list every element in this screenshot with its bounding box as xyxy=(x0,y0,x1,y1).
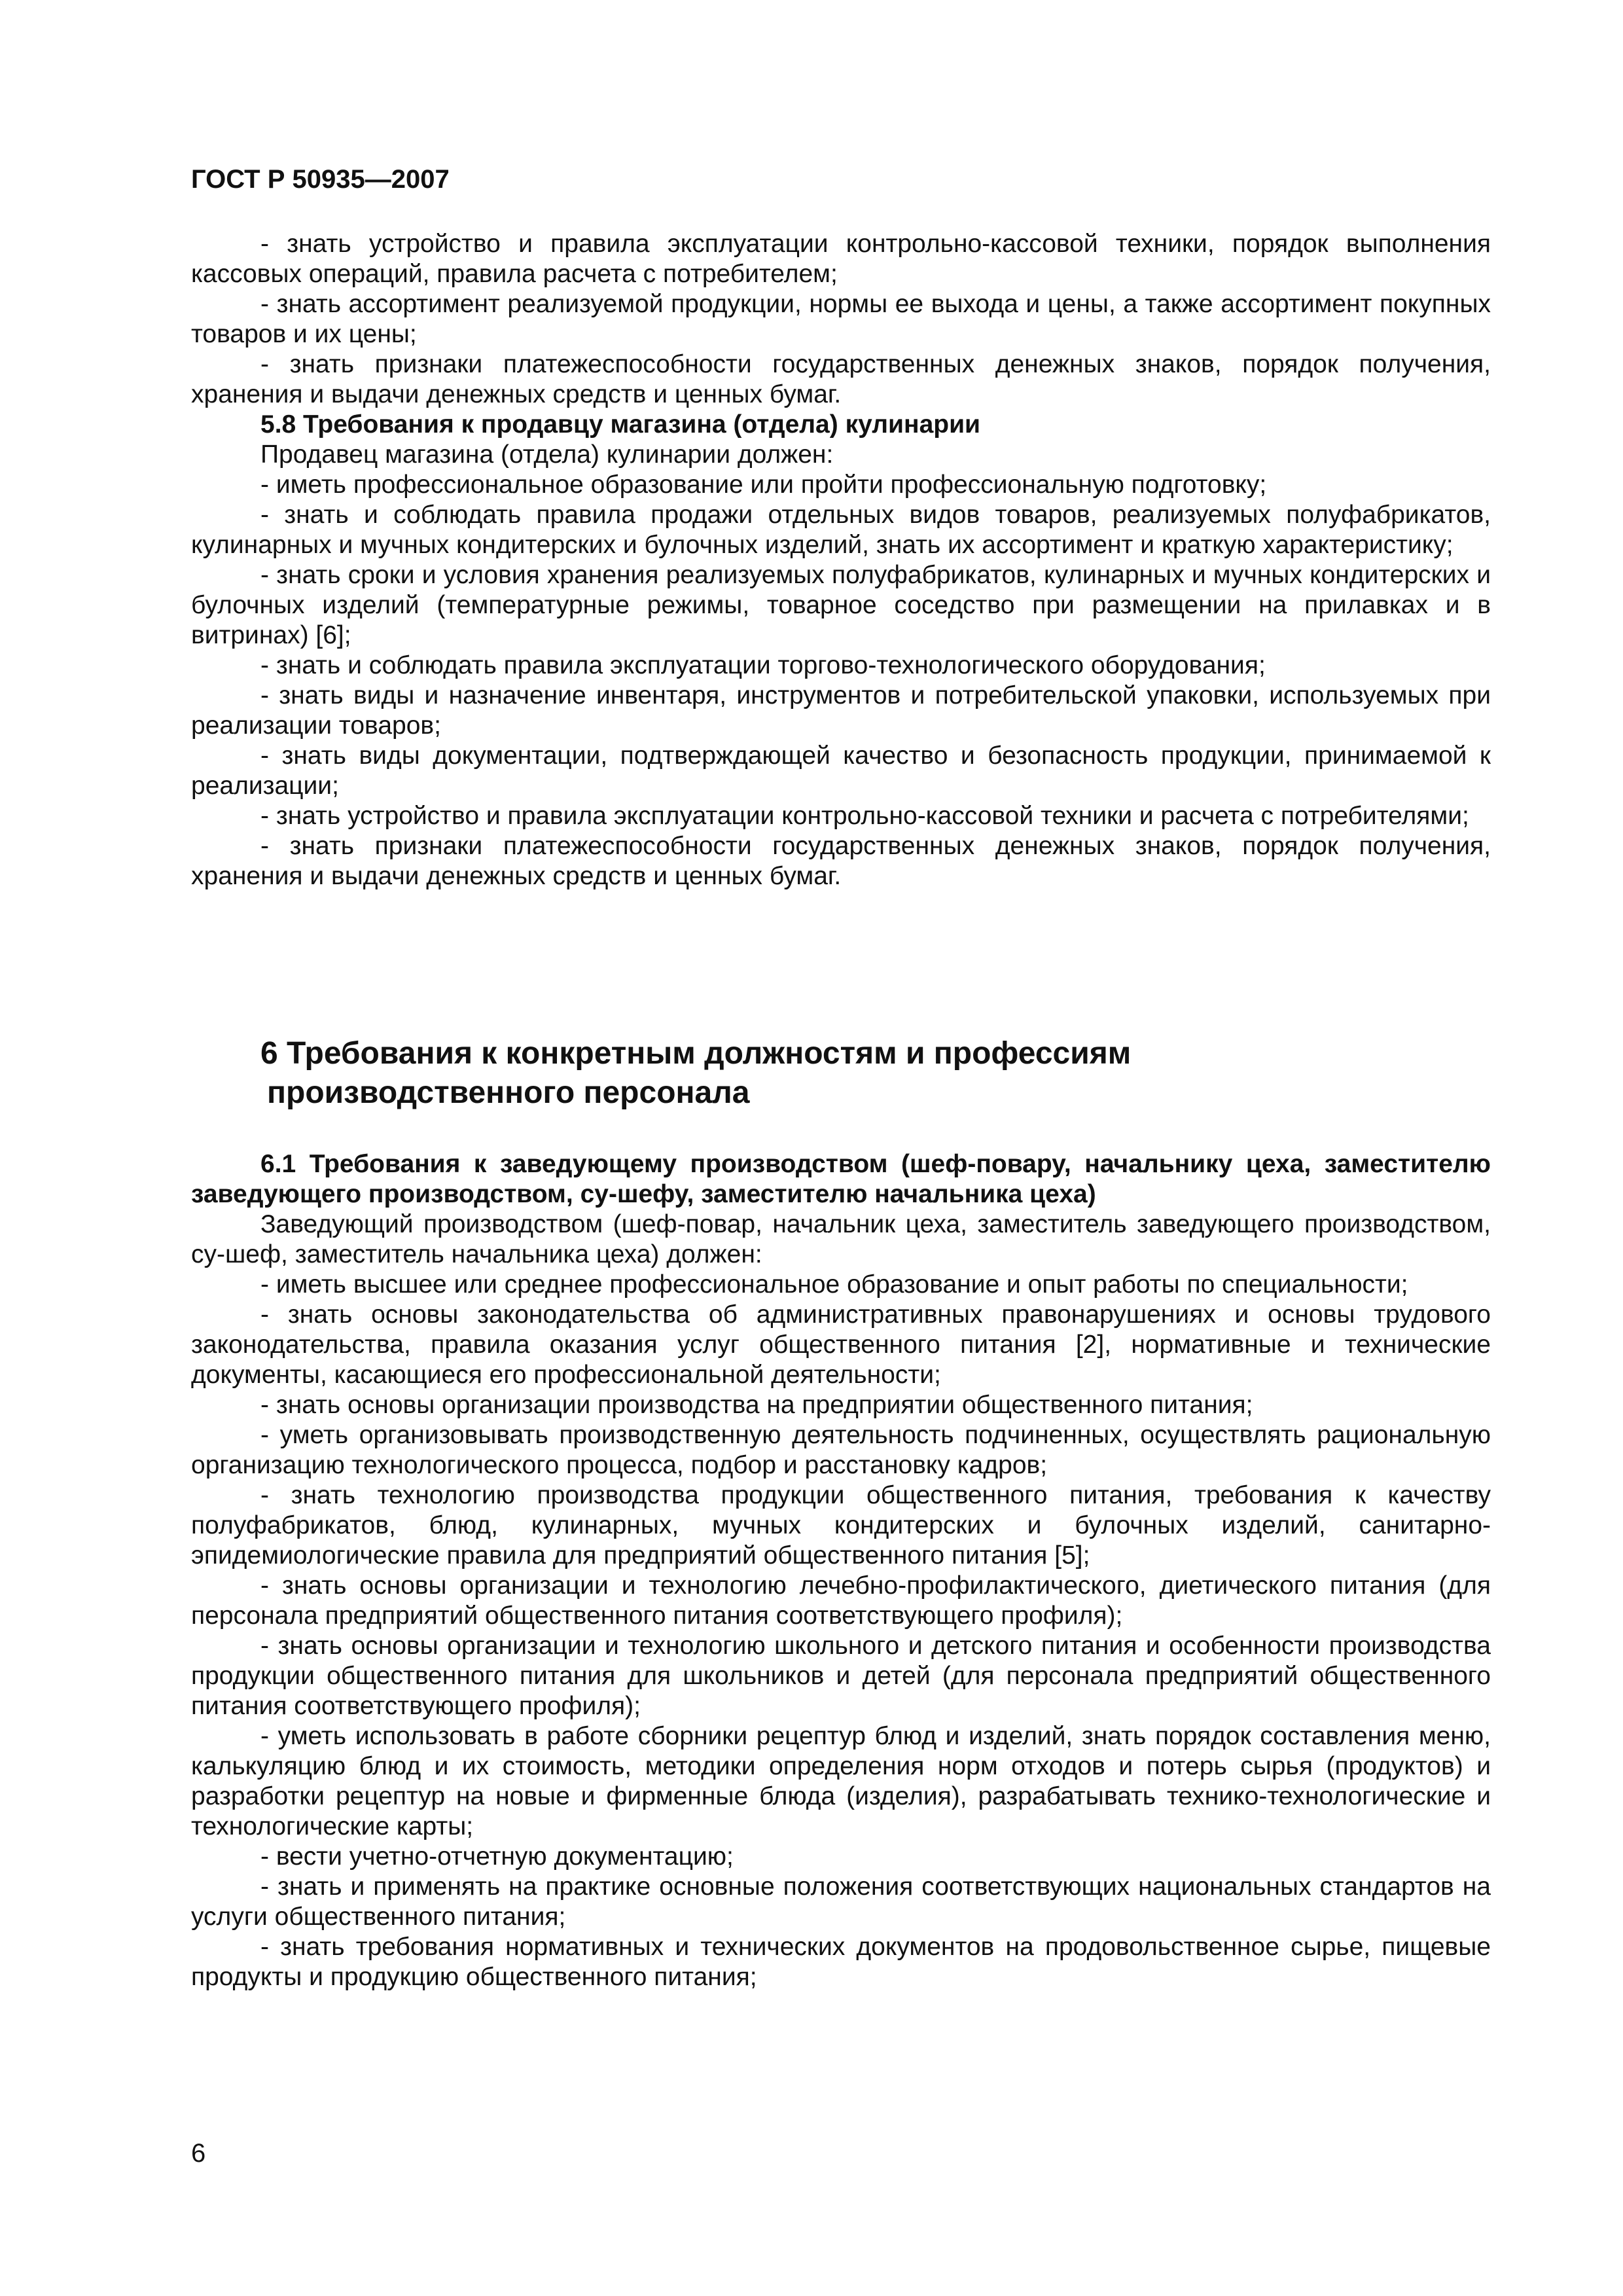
section-6-heading-line-1: 6 Требования к конкретным должностям и профессиям xyxy=(260,1036,1132,1071)
paragraph: - знать и применять на практике основные положения соответствующих национальных стандартов на услуги общественного питания; xyxy=(191,1873,1491,1931)
paragraph: - уметь использовать в работе сборники рецептур блюд и изделий, знать порядок составления меню, калькуляцию блюд и их стоимость, методики определения норм отходов и потерь сырья (продуктов) и разработки рецептур на новые и фирменные блюда (изделия), разрабатывать технико-технологические и технологические карты; xyxy=(191,1722,1491,1840)
paragraph: - вести учетно-отчетную документацию; xyxy=(260,1842,734,1871)
page-number: 6 xyxy=(191,2139,206,2168)
paragraph: - знать и соблюдать правила продажи отдельных видов товаров, реализуемых полуфабрикатов, кулинарных и мучных кондитерских и булочных изделий, знать их ассортимент и краткую характеристику; xyxy=(191,501,1491,559)
section-6-heading xyxy=(260,1034,1491,1113)
section-5-7-5-8-text xyxy=(191,229,1491,891)
paragraph: - знать виды документации, подтверждающей качество и безопасность продукции, принимаемой к реализации; xyxy=(191,742,1491,800)
paragraph: - знать требования нормативных и технических документов на продовольственное сырье, пищевые продукты и продукцию общественного питания; xyxy=(191,1933,1491,1991)
document-header: ГОСТ Р 50935—2007 xyxy=(191,165,450,194)
paragraph: - уметь организовывать производственную деятельность подчиненных, осуществлять рациональную организацию технологического процесса, подбор и расстановку кадров; xyxy=(191,1421,1491,1479)
subsection-heading: 6.1 Требования к заведующему производством (шеф-повару, начальнику цеха, заместителю заведующего производством, су-шефу, заместителю начальника цеха) xyxy=(191,1150,1491,1208)
paragraph: - знать основы организации и технологию лечебно-профилактического, диетического питания (для персонала предприятий общественного питания соответствующего профиля); xyxy=(191,1571,1491,1630)
paragraph: - знать основы законодательства об административных правонарушениях и основы трудового законодательства, правила оказания услуг общественного питания [2], нормативные и технические документы, касающиеся его профессиональной деятельности; xyxy=(191,1300,1491,1389)
paragraph: - иметь профессиональное образование или пройти профессиональную подготовку; xyxy=(260,471,1267,499)
paragraph: - знать сроки и условия хранения реализуемых полуфабрикатов, кулинарных и мучных кондитерских и булочных изделий (температурные режимы, товарное соседство при размещении на прилавках и в витринах) [6]; xyxy=(191,561,1491,649)
section-6-1-text xyxy=(191,1149,1491,1992)
paragraph: - иметь высшее или среднее профессиональное образование и опыт работы по специальности; xyxy=(260,1270,1408,1299)
paragraph: - знать основы организации и технологию школьного и детского питания и особенности производства продукции общественного питания для школьников и детей (для персонала предприятий общественного питания соответствующего профиля); xyxy=(191,1632,1491,1720)
paragraph: - знать ассортимент реализуемой продукции, нормы ее выхода и цены, а также ассортимент покупных товаров и их цены; xyxy=(191,290,1491,348)
paragraph: - знать основы организации производства на предприятии общественного питания; xyxy=(260,1391,1253,1419)
subsection-heading: 5.8 Требования к продавцу магазина (отдела) кулинарии xyxy=(260,410,981,439)
paragraph: - знать признаки платежеспособности государственных денежных знаков, порядок получения, хранения и выдачи денежных средств и ценных бумаг. xyxy=(191,832,1491,890)
paragraph: - знать устройство и правила эксплуатации контрольно-кассовой техники и расчета с потребителями; xyxy=(260,802,1469,830)
paragraph: - знать признаки платежеспособности государственных денежных знаков, порядок получения, хранения и выдачи денежных средств и ценных бумаг. xyxy=(191,350,1491,408)
paragraph: - знать и соблюдать правила эксплуатации торгово-технологического оборудования; xyxy=(260,651,1266,679)
paragraph: Продавец магазина (отдела) кулинарии должен: xyxy=(260,440,834,469)
paragraph: - знать устройство и правила эксплуатации контрольно-кассовой техники, порядок выполнения кассовых операций, правила расчета с потребителем; xyxy=(191,230,1491,288)
paragraph: - знать виды и назначение инвентаря, инструментов и потребительской упаковки, используемых при реализации товаров; xyxy=(191,681,1491,740)
section-6-heading-line-2: производственного персонала xyxy=(267,1075,750,1110)
paragraph: - знать технологию производства продукции общественного питания, требования к качеству полуфабрикатов, блюд, кулинарных, мучных кондитерских и булочных изделий, санитарно-эпидемиологические правила для предприятий общественного питания [5]; xyxy=(191,1481,1491,1570)
paragraph: Заведующий производством (шеф-повар, начальник цеха, заместитель заведующего производством, су-шеф, заместитель начальника цеха) должен: xyxy=(191,1210,1491,1268)
